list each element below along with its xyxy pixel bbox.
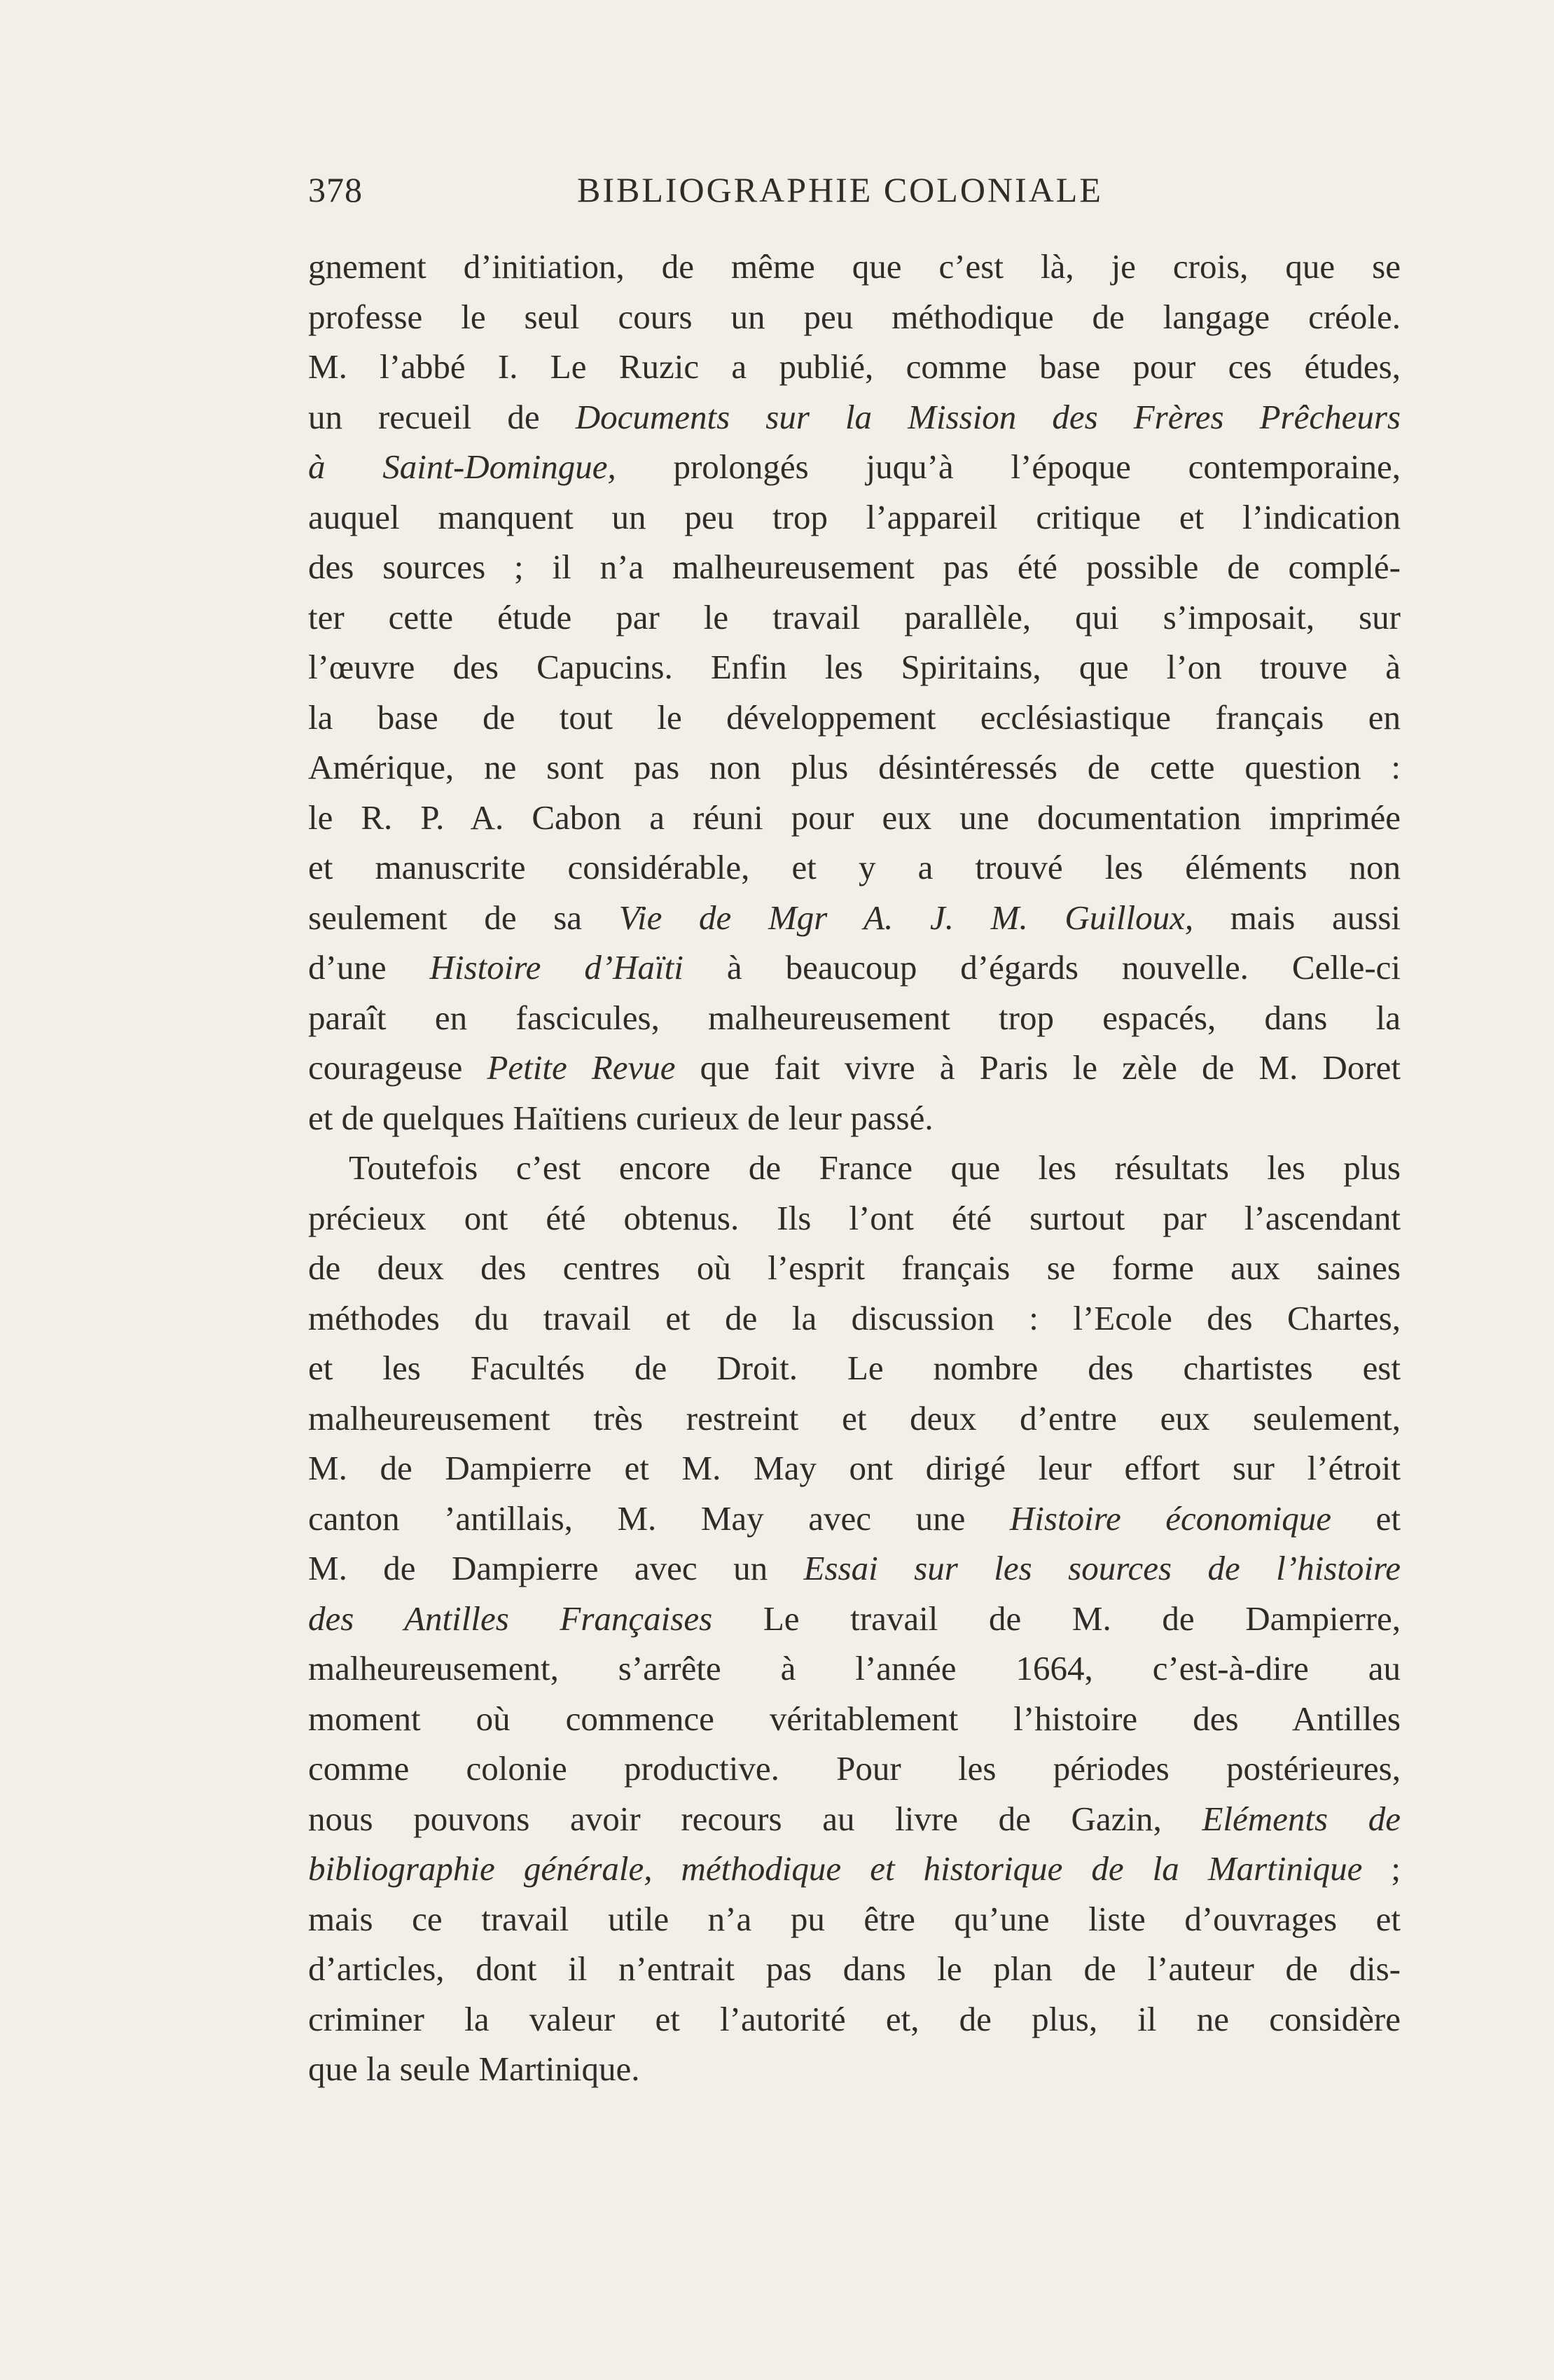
text-segment: nous pouvons avoir recours au livre de Gazin, [308, 1799, 1202, 1838]
text-segment: que la seule Martinique. [308, 2050, 640, 2088]
text-line [308, 442, 1401, 492]
text-line [308, 592, 1401, 643]
text-segment: que fait vivre à Paris le zèle de M. Doret [675, 1048, 1401, 1087]
text-line [308, 1343, 1401, 1393]
text-segment: criminer la valeur et l’autorité et, de plus, il ne considère [308, 1999, 1401, 2038]
text-segment: un recueil de [308, 397, 576, 436]
text-segment: M. de Dampierre avec un [308, 1549, 804, 1587]
text-segment: auquel manquent un peu trop l’appareil critique et l’indication [308, 497, 1401, 536]
text-segment: des sources ; il n’a malheureusement pas été possible de complé- [308, 548, 1401, 586]
text-segment: et manuscrite considérable, et y a trouvé les éléments non [308, 848, 1401, 886]
text-line [308, 1994, 1401, 2045]
text-line [308, 742, 1401, 793]
text-line [308, 292, 1401, 342]
text-segment: l’œuvre des Capucins. Enfin les Spiritains, que l’on trouve à [308, 648, 1401, 686]
text-segment: gnement d’initiation, de même que c’est là, je crois, que se [308, 247, 1401, 286]
text-line [308, 342, 1401, 392]
text-segment: moment où commence véritablement l’histoire des Antilles [308, 1699, 1401, 1738]
text-line [308, 1093, 1401, 1143]
text-line [308, 1393, 1401, 1444]
text-line [308, 1594, 1401, 1644]
text-segment: la base de tout le développement ecclésiastique français en [308, 697, 1401, 737]
text-segment: seulement de sa [308, 898, 619, 937]
text-line [308, 492, 1401, 543]
text-line [308, 1494, 1401, 1544]
text-segment: courageuse [308, 1048, 487, 1087]
italic-text-segment: Histoire d’Haïti [429, 948, 684, 987]
italic-text-segment: Essai sur les sources de l’histoire [803, 1549, 1401, 1587]
text-segment: à beaucoup d’égards nouvelle. Celle-ci [683, 948, 1401, 987]
text-segment: malheureusement très restreint et deux d’entre eux seulement, [308, 1398, 1401, 1438]
text-segment: le R. P. A. Cabon a réuni pour eux une documentation imprimée [308, 798, 1401, 837]
text-segment: canton ’antillais, M. May avec une [308, 1498, 1010, 1538]
text-segment: mais aussi [1193, 898, 1401, 937]
text-segment: ter cette étude par le travail parallèle, qui s’imposait, sur [308, 597, 1401, 636]
text-line [308, 1694, 1401, 1744]
text-line [308, 1043, 1401, 1093]
text-line [308, 1543, 1401, 1594]
text-segment: Toutefois c’est encore de France que les résultats les plus [349, 1148, 1401, 1187]
text-segment: d’articles, dont il n’entrait pas dans le plan de l’auteur de dis- [308, 1949, 1401, 1988]
text-line [308, 942, 1401, 993]
text-line [308, 1794, 1401, 1844]
text-line [308, 642, 1401, 693]
running-title: BIBLIOGRAPHIE COLONIALE [577, 170, 1103, 209]
italic-text-segment: Documents sur la Mission des Frères Prêcheurs [575, 397, 1401, 436]
text-segment: méthodes du travail et de la discussion : l’Ecole des Chartes, [308, 1298, 1401, 1337]
text-line [308, 242, 1401, 292]
text-segment: M. l’abbé I. Le Ruzic a publié, comme base pour ces études, [308, 347, 1401, 386]
page-number: 378 [308, 170, 363, 209]
italic-text-segment: Vie de Mgr A. J. M. Guilloux, [618, 898, 1194, 937]
text-segment: précieux ont été obtenus. Ils l’ont été surtout par l’ascendant [308, 1198, 1401, 1237]
running-head [308, 169, 1415, 218]
text-segment: M. de Dampierre et M. May ont dirigé leur effort sur l’étroit [308, 1449, 1401, 1487]
text-segment: malheureusement, s’arrête à l’année 1664, c’est-à-dire au [308, 1649, 1401, 1687]
text-line [308, 2044, 1401, 2094]
text-segment: d’une [308, 948, 430, 987]
text-line [308, 793, 1401, 843]
text-line [308, 1643, 1401, 1694]
italic-text-segment: Petite Revue [487, 1048, 676, 1087]
text-line [308, 1443, 1401, 1494]
italic-text-segment: Histoire économique [1009, 1498, 1332, 1538]
italic-text-segment: des Antilles Françaises [308, 1599, 713, 1638]
text-segment: et les Facultés de Droit. Le nombre des chartistes est [308, 1349, 1401, 1387]
text-line [308, 392, 1401, 443]
text-line [308, 1944, 1401, 1994]
italic-text-segment: à Saint-Domingue, [308, 447, 616, 486]
italic-text-segment: bibliographie générale, méthodique et historique de la Martinique [308, 1849, 1363, 1888]
text-segment: prolongés juqu’à l’époque contemporaine, [616, 447, 1401, 486]
text-line [308, 1193, 1401, 1244]
body-text [308, 242, 1401, 2094]
text-line [308, 842, 1401, 893]
text-line [308, 1744, 1401, 1794]
text-line [308, 542, 1401, 592]
text-segment: ; [1362, 1849, 1401, 1888]
text-segment: paraît en fascicules, malheureusement trop espacés, dans la [308, 998, 1401, 1037]
text-segment: et [1331, 1498, 1401, 1538]
text-line [308, 1293, 1401, 1344]
text-line [308, 1243, 1401, 1293]
text-line [308, 993, 1401, 1043]
text-segment: Amérique, ne sont pas non plus désintéressés de cette question : [308, 748, 1401, 786]
text-segment: professe le seul cours un peu méthodique de langage créole. [308, 297, 1401, 336]
text-line [308, 693, 1401, 743]
text-segment: mais ce travail utile n’a pu être qu’une liste d’ouvrages et [308, 1899, 1401, 1938]
text-segment: comme colonie productive. Pour les périodes postérieures, [308, 1749, 1401, 1788]
text-segment: Le travail de M. de Dampierre, [712, 1599, 1401, 1638]
text-line [308, 1894, 1401, 1944]
text-line [308, 893, 1401, 943]
text-segment: et de quelques Haïtiens curieux de leur passé. [308, 1098, 934, 1137]
text-segment: de deux des centres où l’esprit français se forme aux saines [308, 1248, 1401, 1287]
text-line [308, 1143, 1401, 1193]
text-line [308, 1844, 1401, 1894]
italic-text-segment: Eléments de [1202, 1799, 1401, 1838]
